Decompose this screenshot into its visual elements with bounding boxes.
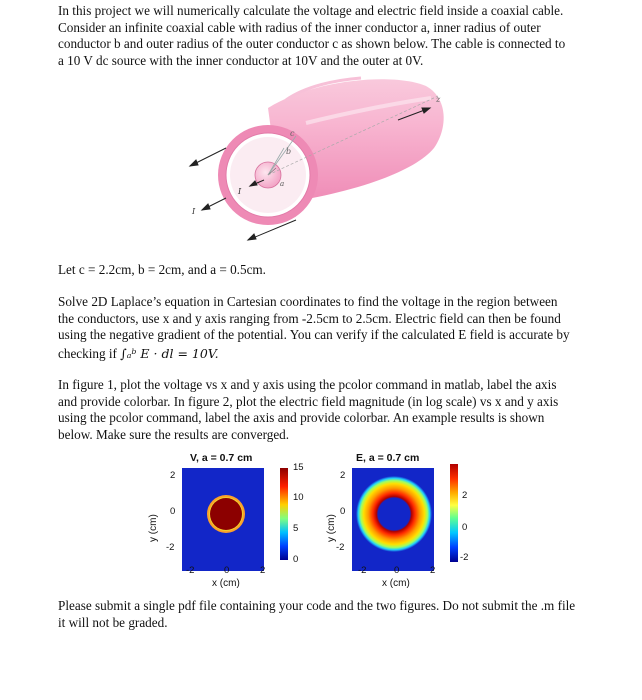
figures-line: below. Make sure the results are converged.	[58, 426, 290, 442]
figures-line: using the pcolor command, label the axis and provide colorbar. An example results is shown	[58, 410, 545, 426]
y-tick: 2	[170, 470, 176, 481]
dimensions-paragraph	[58, 262, 598, 279]
colorbar-tick: -2	[460, 552, 469, 563]
solve-line-prefix: checking if	[58, 345, 121, 361]
x-axis-label: x (cm)	[382, 578, 410, 589]
efield-plot	[352, 468, 434, 571]
x-axis-label: x (cm)	[212, 578, 240, 589]
label-z: z	[436, 95, 441, 104]
y-axis-label: y (cm)	[148, 514, 159, 542]
label-current-inner: I	[238, 187, 242, 196]
figure-efield	[320, 448, 500, 598]
figure-voltage	[142, 448, 322, 598]
dimensions-line: Let c = 2.2cm, b = 2cm, and a = 0.5cm.	[58, 262, 266, 277]
y-tick: -2	[166, 542, 175, 553]
submit-line: Please submit a single pdf file containing your code and the two figures. Do not submit the .m file	[58, 598, 576, 613]
arrowhead	[248, 234, 256, 240]
y-tick: 0	[170, 506, 176, 517]
y-tick: -2	[336, 542, 345, 553]
label-c: c	[290, 129, 295, 138]
y-axis-label: y (cm)	[326, 514, 337, 542]
label-a: a	[280, 180, 285, 188]
x-tick: 2	[430, 565, 436, 576]
intro-line: In this project we will numerically calculate the voltage and electric field inside a coaxial cable.	[58, 3, 564, 18]
solve-paragraph	[58, 294, 598, 362]
colorbar-tick: 0	[462, 522, 468, 533]
intro-line: Consider an infinite coaxial cable with radius of the inner conductor a, inner radius of outer	[58, 19, 541, 35]
solve-line: using the negative gradient of the potential. You can verify if the calculated E field is accurate by	[58, 327, 570, 343]
solve-line: Solve 2D Laplace’s equation in Cartesian coordinates to find the voltage in the region between	[58, 294, 558, 309]
field-magnitude-ring	[356, 476, 432, 552]
figures-paragraph	[58, 377, 598, 443]
inner-conductor-region	[210, 498, 242, 530]
coaxial-cable-diagram	[186, 68, 456, 250]
colorbar-tick: 15	[293, 462, 304, 473]
y-tick: 2	[340, 470, 346, 481]
x-tick: -2	[358, 565, 367, 576]
arrowhead	[190, 160, 198, 166]
figures-line: and provide colorbar. In figure 2, plot the electric field magnitude (in log scale) vs x and y axis	[58, 393, 559, 409]
voltage-plot	[182, 468, 264, 571]
arrowhead	[202, 204, 210, 210]
x-tick: 0	[394, 565, 400, 576]
submit-line: it will not be graded.	[58, 614, 168, 630]
figure-title: V, a = 0.7 cm	[190, 452, 253, 464]
x-tick: 0	[224, 565, 230, 576]
colorbar-tick: 5	[293, 523, 299, 534]
colorbar-tick: 10	[293, 492, 304, 503]
colorbar-tick: 2	[462, 490, 468, 501]
integral-equation: ∫ₐᵇ E · dl = 10V.	[120, 345, 219, 361]
colorbar	[450, 464, 458, 562]
label-b: b	[286, 147, 292, 156]
x-tick: -2	[186, 565, 195, 576]
intro-line: conductor b and outer radius of the outer conductor c as shown below. The cable is connected to	[58, 36, 566, 52]
intro-paragraph	[58, 3, 598, 69]
submit-paragraph	[58, 598, 598, 631]
solve-line: the conductors, use x and y axis ranging from -2.5cm to 2.5cm. Electric field can then be found	[58, 310, 561, 326]
solve-line-last	[58, 346, 598, 363]
label-current-outer: I	[192, 207, 196, 216]
y-tick: 0	[340, 506, 346, 517]
colorbar	[280, 468, 288, 560]
figure-title: E, a = 0.7 cm	[356, 452, 420, 464]
x-tick: 2	[260, 565, 266, 576]
intro-line: a 10 V dc source with the inner conductor at 10V and the outer at 0V.	[58, 52, 424, 68]
colorbar-tick: 0	[293, 554, 299, 565]
figures-line: In figure 1, plot the voltage vs x and y axis using the pcolor command in matlab, label the axis	[58, 377, 557, 392]
